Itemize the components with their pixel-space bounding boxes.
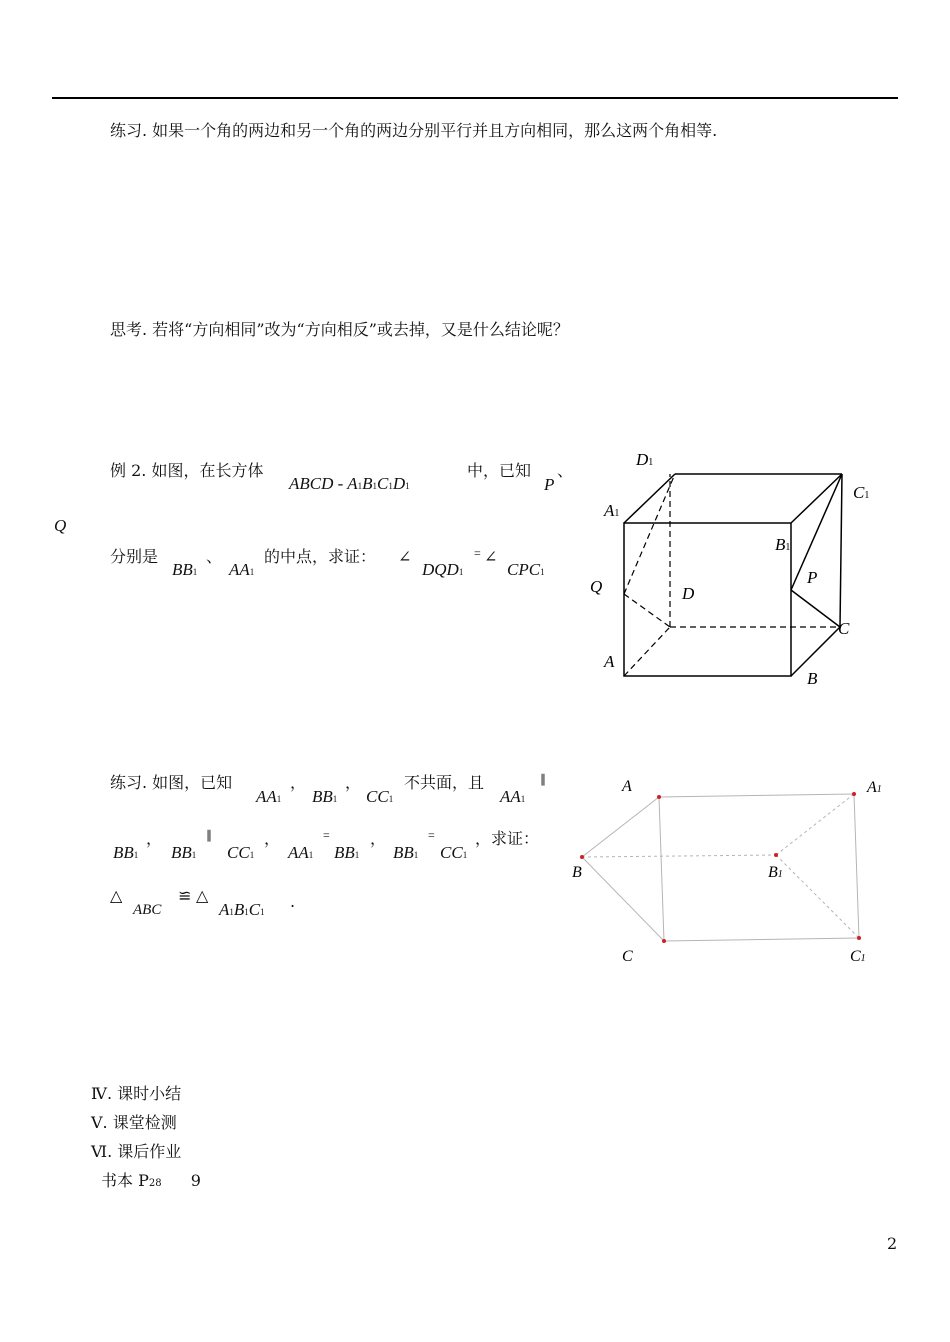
comma-5: ， (370, 829, 387, 848)
point-q: Q (54, 516, 67, 535)
comma-3: ， (146, 829, 163, 848)
angle-symbol-2: ∠ (484, 547, 498, 566)
equals-sign: = (474, 546, 481, 560)
segment-bb1: BB1 (172, 560, 198, 579)
label-d1: D1 (636, 450, 654, 469)
label-c1: C1 (853, 483, 870, 502)
page-number: 2 (887, 1234, 898, 1253)
comma-2: ， (345, 773, 362, 792)
p2-aa1-b: AA1 (500, 787, 526, 806)
comma-1: ， (290, 773, 307, 792)
prism-label-c1: C1 (850, 948, 866, 965)
prism-vertices (580, 792, 861, 943)
congruent-sign: ≌ (178, 886, 192, 905)
edge-a-d (624, 627, 670, 676)
equal-2: = (428, 828, 435, 842)
vertex-b1 (774, 853, 778, 857)
triangle-2: △ (196, 886, 209, 905)
parallel-1: ∥ (540, 772, 546, 786)
segment-p-c (791, 590, 840, 627)
p2-bb1-e: BB1 (393, 843, 419, 862)
practice-2-lead: 练习. 如图，已知 (110, 773, 233, 792)
practice-2-noncoplanar: 不共面，且 (404, 773, 485, 792)
section-homework: Ⅵ. 课后作业 (91, 1142, 182, 1161)
vertex-a (657, 795, 661, 799)
angle-cpc1: CPC1 (507, 560, 545, 579)
box-name: ABCD - A1B1C1D1 (289, 474, 410, 493)
practice-1-text: 练习. 如果一个角的两边和另一个角的两边分别平行并且方向相同，那么这两个角相等. (110, 121, 718, 140)
comma-4: ， (264, 829, 281, 848)
edge-b-b1 (582, 855, 776, 857)
label-q: Q (590, 577, 603, 596)
p2-bb1-c: BB1 (171, 843, 197, 862)
prism-figure (560, 770, 900, 970)
homework-number: 9 (190, 1171, 201, 1190)
label-b1: B1 (775, 535, 791, 554)
example-2-midpoint: 的中点，求证： (264, 547, 377, 566)
vertex-a1 (852, 792, 856, 796)
angle-symbol-1: ∠ (398, 547, 412, 566)
label-d: D (682, 584, 695, 603)
edge-c1-c (840, 474, 842, 627)
label-c: C (838, 619, 850, 638)
segment-q-d1 (624, 474, 675, 594)
homework-book: 书本 P (101, 1171, 149, 1190)
p2-cc1-c: CC1 (440, 843, 468, 862)
edge-b1-c1 (776, 855, 859, 938)
p2-aa1: AA1 (256, 787, 282, 806)
edge-b1-c1 (791, 474, 842, 523)
label-a: A (604, 652, 615, 671)
segment-q-d (624, 594, 670, 627)
equal-1: = (323, 828, 330, 842)
p2-aa1-c: AA1 (288, 843, 314, 862)
homework-page: 28 (148, 1178, 162, 1189)
prism-label-a1: A1 (867, 779, 882, 796)
practice-2-prove: ，求证： (475, 829, 540, 848)
prism-hidden-edges (582, 794, 859, 938)
homework-line (101, 1171, 201, 1194)
prism-label-b1: B1 (768, 864, 783, 881)
tri-abc: ABC (133, 902, 162, 918)
p2-bb1-d: BB1 (334, 843, 360, 862)
example-2-line2-lead: 分别是 (110, 547, 159, 566)
example-2-known: 中，已知 (467, 461, 532, 480)
label-p: P (807, 568, 818, 587)
edge-a-b (582, 797, 659, 857)
p2-bb1: BB1 (312, 787, 338, 806)
segment-aa1: AA1 (229, 560, 255, 579)
edge-b-c (582, 857, 664, 941)
dun-mark-2: 、 (206, 547, 223, 566)
point-p: P (544, 475, 555, 494)
p2-cc1-b: CC1 (227, 843, 255, 862)
edge-a-c (659, 797, 664, 941)
example-2-lead: 例 2. 如图，在长方体 (110, 461, 264, 480)
label-b: B (807, 669, 818, 688)
edge-c-c1 (664, 938, 859, 941)
angle-dqd1: DQD1 (422, 560, 464, 579)
vertex-c1 (857, 936, 861, 940)
edge-a1-c1 (854, 794, 859, 938)
p2-cc1: CC1 (366, 787, 394, 806)
period: . (290, 892, 296, 911)
prism-solid-edges (582, 794, 859, 941)
prism-label-a: A (622, 778, 632, 795)
section-check: Ⅴ. 课堂检测 (91, 1113, 177, 1132)
label-a1: A1 (604, 501, 620, 520)
edge-a-a1 (659, 794, 854, 797)
front-face (624, 523, 791, 676)
vertex-b (580, 855, 584, 859)
p2-bb1-b: BB1 (113, 843, 139, 862)
tri-a1b1c1: A1B1C1 (219, 900, 265, 919)
cuboid-figure (580, 440, 900, 700)
prism-label-c: C (622, 948, 633, 965)
header-rule (52, 97, 898, 99)
think-text: 思考. 若将“方向相同”改为“方向相反”或去掉，又是什么结论呢？ (110, 320, 569, 339)
edge-a1-d1 (624, 474, 675, 523)
vertex-c (662, 939, 666, 943)
parallel-2: ∥ (206, 828, 212, 842)
triangle-1: △ (110, 886, 123, 905)
edge-b1-a1 (776, 794, 854, 855)
dun-mark: 、 (557, 461, 574, 480)
section-summary: Ⅳ. 课时小结 (91, 1084, 182, 1103)
prism-label-b: B (572, 864, 582, 881)
